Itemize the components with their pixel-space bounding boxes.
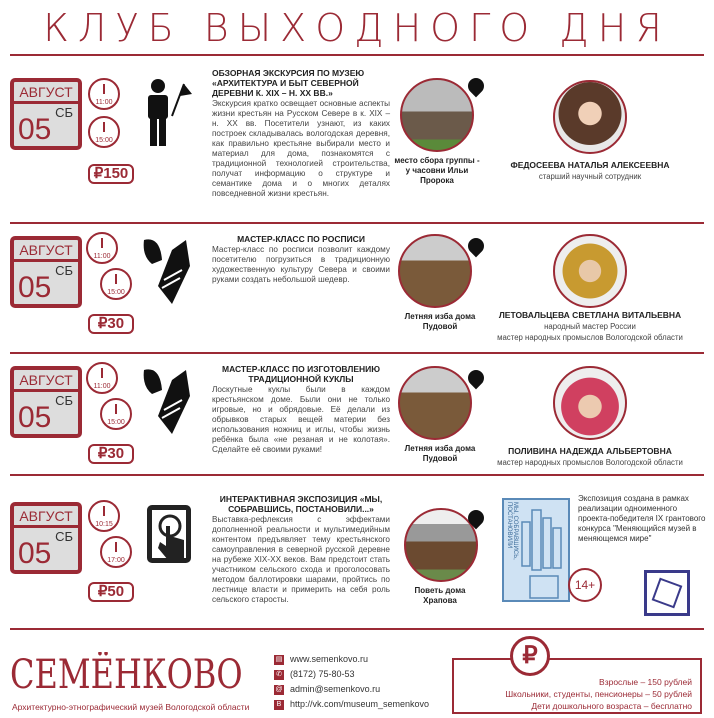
contest-logo <box>644 570 690 616</box>
phone-link[interactable]: (8172) 75-80-53 <box>290 669 355 679</box>
person-role: мастер народных промыслов Вологодской области <box>497 458 683 467</box>
weekday: СБ <box>55 105 73 120</box>
exhibition-poster <box>502 498 570 602</box>
person-name: ФЕДОСЕЕВА НАТАЛЬЯ АЛЕКСЕЕВНА <box>510 160 670 170</box>
person-role: народный мастер России <box>544 322 636 331</box>
month: АВГУСТ <box>14 240 78 262</box>
hand-icon <box>518 504 568 600</box>
location-caption: место сбора группы - у часовни Ильи Пророка <box>394 156 480 185</box>
divider <box>10 628 704 630</box>
clock-icon: 17:00 <box>100 536 132 568</box>
price-tag: ₽50 <box>88 582 134 602</box>
paint-brush-pencil-icon <box>142 236 192 306</box>
contact-vk[interactable] <box>274 697 429 712</box>
museum-subtitle: Архитектурно-этнографический музей Вологодской области <box>12 702 250 712</box>
day: 05 <box>18 271 52 304</box>
contact-website[interactable] <box>274 652 429 667</box>
web-icon: ▤ <box>275 655 283 663</box>
clock-icon: 15:00 <box>88 116 120 148</box>
person-role: мастер народных промыслов Вологодской области <box>497 333 683 342</box>
day: 05 <box>18 113 52 146</box>
month: АВГУСТ <box>14 82 78 104</box>
location-photo <box>398 366 472 440</box>
calendar <box>10 366 82 438</box>
day: 05 <box>18 537 52 570</box>
person-role: старший научный сотрудник <box>538 172 642 181</box>
contacts <box>274 652 429 712</box>
clock-icon: 11:00 <box>86 232 118 264</box>
price-adults: Взрослые – 150 рублей <box>599 677 692 687</box>
location-photo <box>398 234 472 308</box>
location-caption: Поветь дома Храпова <box>414 586 466 605</box>
event-description <box>212 68 390 199</box>
clock-icon: 15:00 <box>100 398 132 430</box>
price-students: Школьники, студенты, пенсионеры – 50 рублей <box>505 689 692 699</box>
weekday: СБ <box>55 393 73 408</box>
exhibition-note: Экспозиция создана в рамках реализации одноименного проекта-победителя IX грантового конкурса "Меняющийся музей в меняющемся мире" <box>578 494 706 543</box>
event-title: ИНТЕРАКТИВНАЯ ЭКСПОЗИЦИЯ «МЫ, СОБРАВШИСЬ, ПОСТАНОВИЛИ...» <box>219 494 383 514</box>
person-name: ПОЛИВИНА НАДЕЖДА АЛЬБЕРТОВНА <box>508 446 672 456</box>
email-icon: @ <box>275 685 283 693</box>
divider <box>10 54 704 56</box>
price-tag: ₽30 <box>88 444 134 464</box>
calendar <box>10 502 82 574</box>
price-tag: ₽30 <box>88 314 134 334</box>
event-description <box>212 494 390 605</box>
clock-icon: 11:00 <box>86 362 118 394</box>
divider <box>10 474 704 476</box>
description-text: Выставка-рефлексия с эффектами дополненной реальности и мультимедийным контентом предъявляет тему крестьянского самоуправления в северной русской деревне на рубеже XIX-XX веков. Вам предстоит стать участником сельского схода и проголосовать методом баллотировки шарами, пройтись по лестнице власти и примерить на себя роль сельского старосты. <box>212 515 390 604</box>
poster-text: МЫ, СОБРАВШИСЬ, ПОСТАНОВИЛИ <box>506 502 518 560</box>
location-caption: Летняя изба дома Пудовой <box>404 312 476 331</box>
clock-icon: 10:15 <box>88 500 120 532</box>
divider <box>10 352 704 354</box>
clock-icon: 11:00 <box>88 78 120 110</box>
event-title: МАСТЕР-КЛАСС ПО РОСПИСИ <box>237 234 365 244</box>
website-link[interactable]: www.semenkovo.ru <box>290 654 369 664</box>
museum-logo: СЕМЁНКОВО <box>10 652 243 698</box>
event-title: ОБЗОРНАЯ ЭКСКУРСИЯ ПО МУЗЕЮ «АРХИТЕКТУРА И БЫТ СЕВЕРНОЙ ДЕРЕВНИ К. XIX – Н. XX ВВ.» <box>212 68 365 98</box>
contact-phone[interactable] <box>274 667 429 682</box>
location-caption: Летняя изба дома Пудовой <box>404 444 476 463</box>
location-photo <box>400 78 474 152</box>
age-rating-badge: 14+ <box>568 568 602 602</box>
paint-brush-pencil-icon <box>142 366 192 436</box>
weekday: СБ <box>55 529 73 544</box>
vk-icon: В <box>274 700 284 710</box>
weekday: СБ <box>55 263 73 278</box>
person-info <box>486 160 694 182</box>
person-photo <box>553 366 627 440</box>
price-children: Дети дошкольного возраста – бесплатно <box>531 701 692 711</box>
person-photo <box>553 234 627 308</box>
email-link[interactable]: admin@semenkovo.ru <box>290 684 381 694</box>
person-name: ЛЕТОВАЛЬЦЕВА СВЕТЛАНА ВИТАЛЬЕВНА <box>498 310 682 320</box>
contact-email[interactable] <box>274 682 429 697</box>
calendar <box>10 78 82 150</box>
event-description <box>212 364 390 455</box>
phone-icon: ✆ <box>274 670 284 680</box>
description-text: Лоскутные куклы были в каждом крестьянском доме. Были они не только игровые, но и обрядовые. Её делали из обрывков старых вещей материи без использования ножниц и иглы, чтобы жизнь ребёнка была «не резаная и не колотая». Сделайте её своими руками! <box>212 385 390 454</box>
price-tag: ₽150 <box>88 164 134 184</box>
month: АВГУСТ <box>14 370 78 392</box>
day: 05 <box>18 401 52 434</box>
guide-with-flag-icon <box>142 78 192 148</box>
person-info <box>486 446 694 468</box>
description-text: Мастер-класс по росписи позволит каждому посетителю погрузиться в традиционную художественную культуру Севера и своими руками создать небольшой шедевр. <box>212 245 390 284</box>
event-title: МАСТЕР-КЛАСС ПО ИЗГОТОВЛЕНИЮ ТРАДИЦИОННОЙ КУКЛЫ <box>221 364 380 384</box>
map-pin-icon <box>465 75 488 98</box>
clock-icon: 15:00 <box>100 268 132 300</box>
month: АВГУСТ <box>14 506 78 528</box>
vk-link[interactable]: http://vk.com/museum_semenkovo <box>290 699 430 709</box>
event-description <box>212 234 390 285</box>
divider <box>10 222 704 224</box>
page-title: КЛУБ ВЫХОДНОГО ДНЯ <box>43 6 671 50</box>
person-photo <box>553 80 627 154</box>
calendar <box>10 236 82 308</box>
price-list <box>452 658 702 714</box>
person-info <box>486 310 694 343</box>
touch-tablet-icon <box>146 504 192 564</box>
ruble-icon: ₽ <box>510 636 550 676</box>
footer <box>0 640 714 718</box>
description-text: Экскурсия кратко освещает основные аспекты жизни крестьян на Русском Севере в к. XIX – н. XX вв. Посетители узнают, из каких построек складывалась вологодская деревня, как правильно крестьяне выбирали место и материал для дома, познакомятся с традиционной технологией строительства, получат информацию о структуре и семантике дома и о многих деталях повседневной жизни крестьян. <box>212 99 390 198</box>
